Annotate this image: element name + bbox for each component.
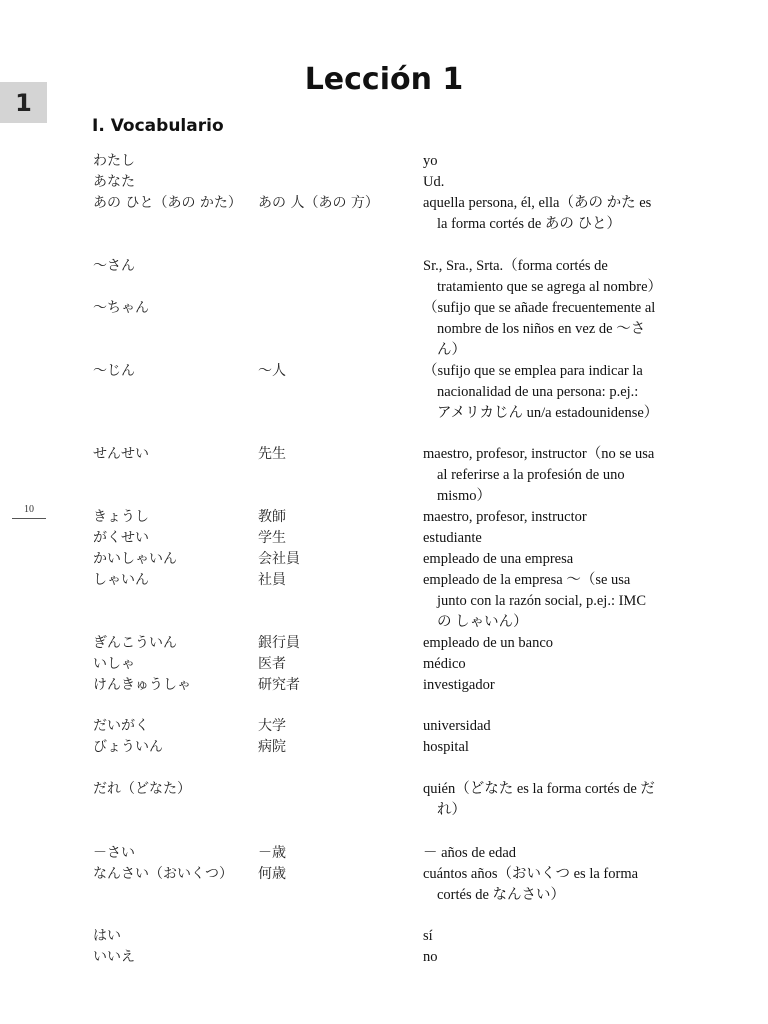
entry-kanji: 病院 (258, 739, 286, 755)
meaning-line: quién（どなた es la forma cortés de だ (423, 781, 655, 797)
entry-meaning (423, 716, 671, 737)
entry-kana: だいがく (93, 718, 149, 734)
meaning-line: ん） (437, 342, 466, 358)
entry-kana: いいえ (93, 949, 135, 965)
meaning-line: empleado de una empresa (423, 551, 574, 567)
meaning-line: － años de edad (423, 845, 517, 861)
entry-meaning (423, 926, 671, 947)
entry-kanji: 医者 (258, 656, 286, 672)
entry-kana: しゃいん (93, 572, 149, 588)
entry-meaning (423, 298, 671, 361)
entry-meaning (423, 549, 671, 570)
entry-kanji: 何歳 (258, 866, 286, 882)
entry-kana: だれ（どなた） (93, 781, 191, 797)
entry-kanji: 教師 (258, 509, 286, 525)
meaning-line: cortés de なんさい） (437, 887, 566, 903)
entry-meaning (423, 361, 671, 424)
meaning-line: hospital (423, 739, 469, 755)
meaning-line: nombre de los niños en vez de ～さ (437, 321, 646, 337)
entry-kana: ぎんこういん (93, 635, 177, 651)
chapter-tab: 1 (0, 82, 47, 123)
meaning-line: tratamiento que se agrega al nombre） (437, 279, 663, 295)
entry-meaning (423, 843, 671, 864)
meaning-line: nacionalidad de una persona: p.ej.: (437, 384, 639, 400)
entry-kanji: 研究者 (258, 677, 300, 693)
meaning-line: cuántos años（おいくつ es la forma (423, 866, 639, 882)
entry-kana: いしゃ (93, 656, 135, 672)
meaning-line: universidad (423, 718, 491, 734)
entry-kana: ～さん (93, 258, 135, 274)
entry-meaning (423, 633, 671, 654)
meaning-line: れ） (437, 802, 466, 818)
entry-kanji: 銀行員 (258, 635, 300, 651)
entry-meaning (423, 779, 671, 821)
meaning-line: （sufijo que se añade frecuentemente al (423, 300, 656, 316)
meaning-line: アメリカじん un/a estadounidense） (437, 405, 659, 421)
meaning-line: empleado de la empresa ～（se usa (423, 572, 631, 588)
entry-meaning (423, 947, 671, 968)
meaning-line: empleado de un banco (423, 635, 554, 651)
entry-meaning (423, 864, 671, 906)
entry-meaning (423, 193, 671, 235)
entry-meaning (423, 172, 671, 193)
meaning-line: yo (423, 153, 438, 169)
meaning-line: Sr., Sra., Srta.（forma cortés de (423, 258, 608, 274)
meaning-line: maestro, profesor, instructor（no se usa (423, 446, 655, 462)
entry-meaning (423, 256, 671, 298)
entry-kanji: 先生 (258, 446, 286, 462)
entry-kanji: ～人 (258, 363, 286, 379)
entry-meaning (423, 444, 671, 507)
page-number-rule (12, 518, 46, 519)
meaning-line: no (423, 949, 438, 965)
meaning-line: （sufijo que se emplea para indicar la (423, 363, 643, 379)
entry-kana: せんせい (93, 446, 149, 462)
meaning-line: の しゃいん） (437, 614, 528, 630)
entry-kana: ～じん (93, 363, 135, 379)
entry-kana: はい (93, 928, 121, 944)
section-heading: I. Vocabulario (92, 116, 224, 136)
entry-kana: びょういん (93, 739, 163, 755)
entry-kana: なんさい（おいくつ） (93, 866, 233, 882)
meaning-line: junto con la razón social, p.ej.: IMC (437, 593, 646, 609)
entry-kanji: 学生 (258, 530, 286, 546)
entry-kana: がくせい (93, 530, 149, 546)
entry-kana: きょうし (93, 509, 149, 525)
meaning-line: médico (423, 656, 466, 672)
entry-kana: あの ひと（あの かた） (93, 195, 242, 211)
entry-meaning (423, 675, 671, 696)
entry-kana: わたし (93, 153, 135, 169)
meaning-line: aquella persona, él, ella（あの かた es (423, 195, 652, 211)
meaning-line: maestro, profesor, instructor (423, 509, 587, 525)
entry-kanji: －歳 (258, 845, 286, 861)
entry-kanji: あの 人（あの 方） (258, 195, 379, 211)
entry-kanji: 会社員 (258, 551, 300, 567)
entry-kana: かいしゃいん (93, 551, 177, 567)
meaning-line: al referirse a la profesión de uno (437, 467, 625, 483)
entry-kana: ～ちゃん (93, 300, 149, 316)
meaning-line: Ud. (423, 174, 445, 190)
meaning-line: sí (423, 928, 433, 944)
entry-kanji: 社員 (258, 572, 286, 588)
meaning-line: mismo） (437, 488, 491, 504)
entry-meaning (423, 528, 671, 549)
meaning-line: estudiante (423, 530, 482, 546)
page-number: 10 (24, 504, 34, 515)
page-title: Lección 1 (304, 62, 464, 97)
meaning-line: investigador (423, 677, 495, 693)
entry-kanji: 大学 (258, 718, 286, 734)
entry-meaning (423, 507, 671, 528)
entry-kana: けんきゅうしゃ (93, 677, 191, 693)
entry-kana: あなた (93, 174, 135, 190)
entry-meaning (423, 654, 671, 675)
entry-meaning (423, 151, 671, 172)
entry-meaning (423, 737, 671, 758)
entry-kana: －さい (93, 845, 135, 861)
meaning-line: la forma cortés de あの ひと） (437, 216, 622, 232)
entry-meaning (423, 570, 671, 633)
